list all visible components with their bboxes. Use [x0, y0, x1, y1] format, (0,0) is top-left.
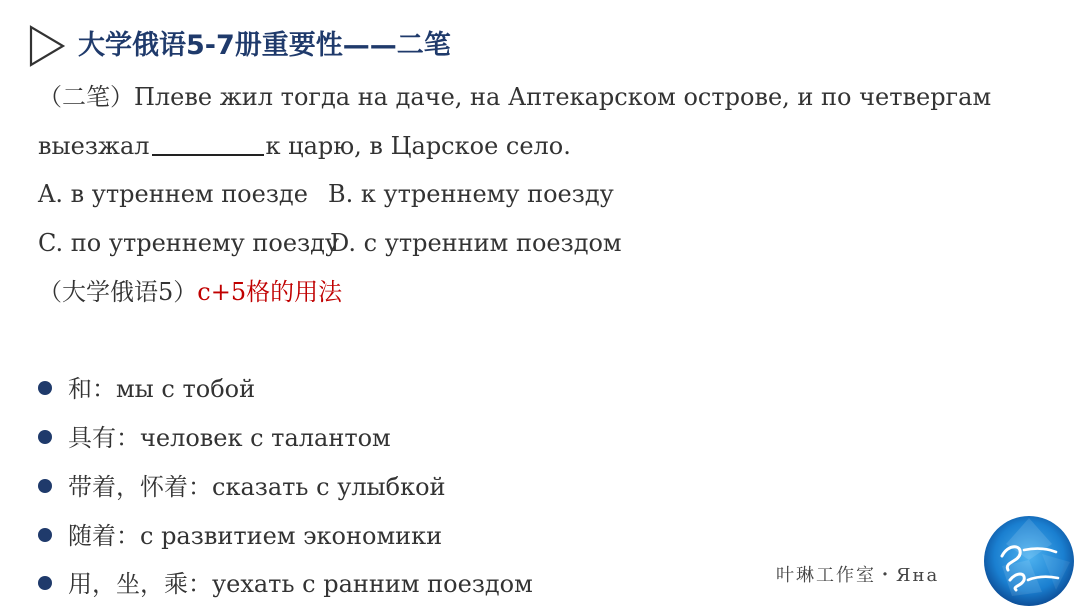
usage-example: человек с талантом — [140, 424, 391, 452]
bullet-dot-icon — [38, 430, 52, 444]
usage-item — [38, 519, 442, 553]
option-c: C. по утреннему поезду — [38, 229, 340, 257]
question-line-1 — [38, 80, 991, 114]
play-arrow-icon — [28, 24, 68, 68]
bullet-dot-icon — [38, 576, 52, 590]
page-title: 大学俄语5-7册重要性——二笔 — [78, 30, 451, 61]
bullet-dot-icon — [38, 381, 52, 395]
usage-item — [38, 372, 255, 406]
question-text-2-before: выезжал — [38, 132, 150, 160]
option-a: A. в утреннем поезде — [38, 180, 308, 208]
usage-example: мы с тобой — [116, 375, 256, 403]
usage-item — [38, 421, 391, 455]
usage-item — [38, 470, 446, 504]
usage-example: с развитием экономики — [140, 522, 443, 550]
usage-meaning: 具有： — [68, 424, 140, 452]
footer-credit: 叶琳工作室・Яна — [776, 565, 940, 586]
usage-example: сказать с улыбкой — [212, 473, 446, 501]
usage-item — [38, 567, 533, 601]
usage-example: уехать с ранним поездом — [212, 570, 533, 598]
options-row-1 — [38, 177, 614, 211]
options-row-2 — [38, 226, 622, 260]
option-b: B. к утреннему поезду — [328, 180, 614, 208]
usage-meaning: 和： — [68, 375, 116, 403]
bullet-dot-icon — [38, 479, 52, 493]
bullet-dot-icon — [38, 528, 52, 542]
question-prefix: （二笔） — [38, 83, 134, 111]
usage-meaning: 用，坐，乘： — [68, 570, 212, 598]
studio-logo — [982, 514, 1076, 608]
source-label: （大学俄语5） — [38, 278, 198, 306]
usage-meaning: 带着，怀着： — [68, 473, 212, 501]
source-line — [38, 275, 342, 309]
option-d: D. с утренним поездом — [330, 229, 622, 257]
answer-blank — [152, 132, 264, 156]
question-text-2-after: к царю, в Царское село. — [265, 132, 571, 160]
question-line-2 — [38, 129, 571, 163]
question-text-1: Плеве жил тогда на даче, на Аптекарском острове, и по четвергам — [134, 83, 992, 111]
topic-label: с+5格的用法 — [197, 278, 343, 306]
usage-meaning: 随着： — [68, 522, 140, 550]
